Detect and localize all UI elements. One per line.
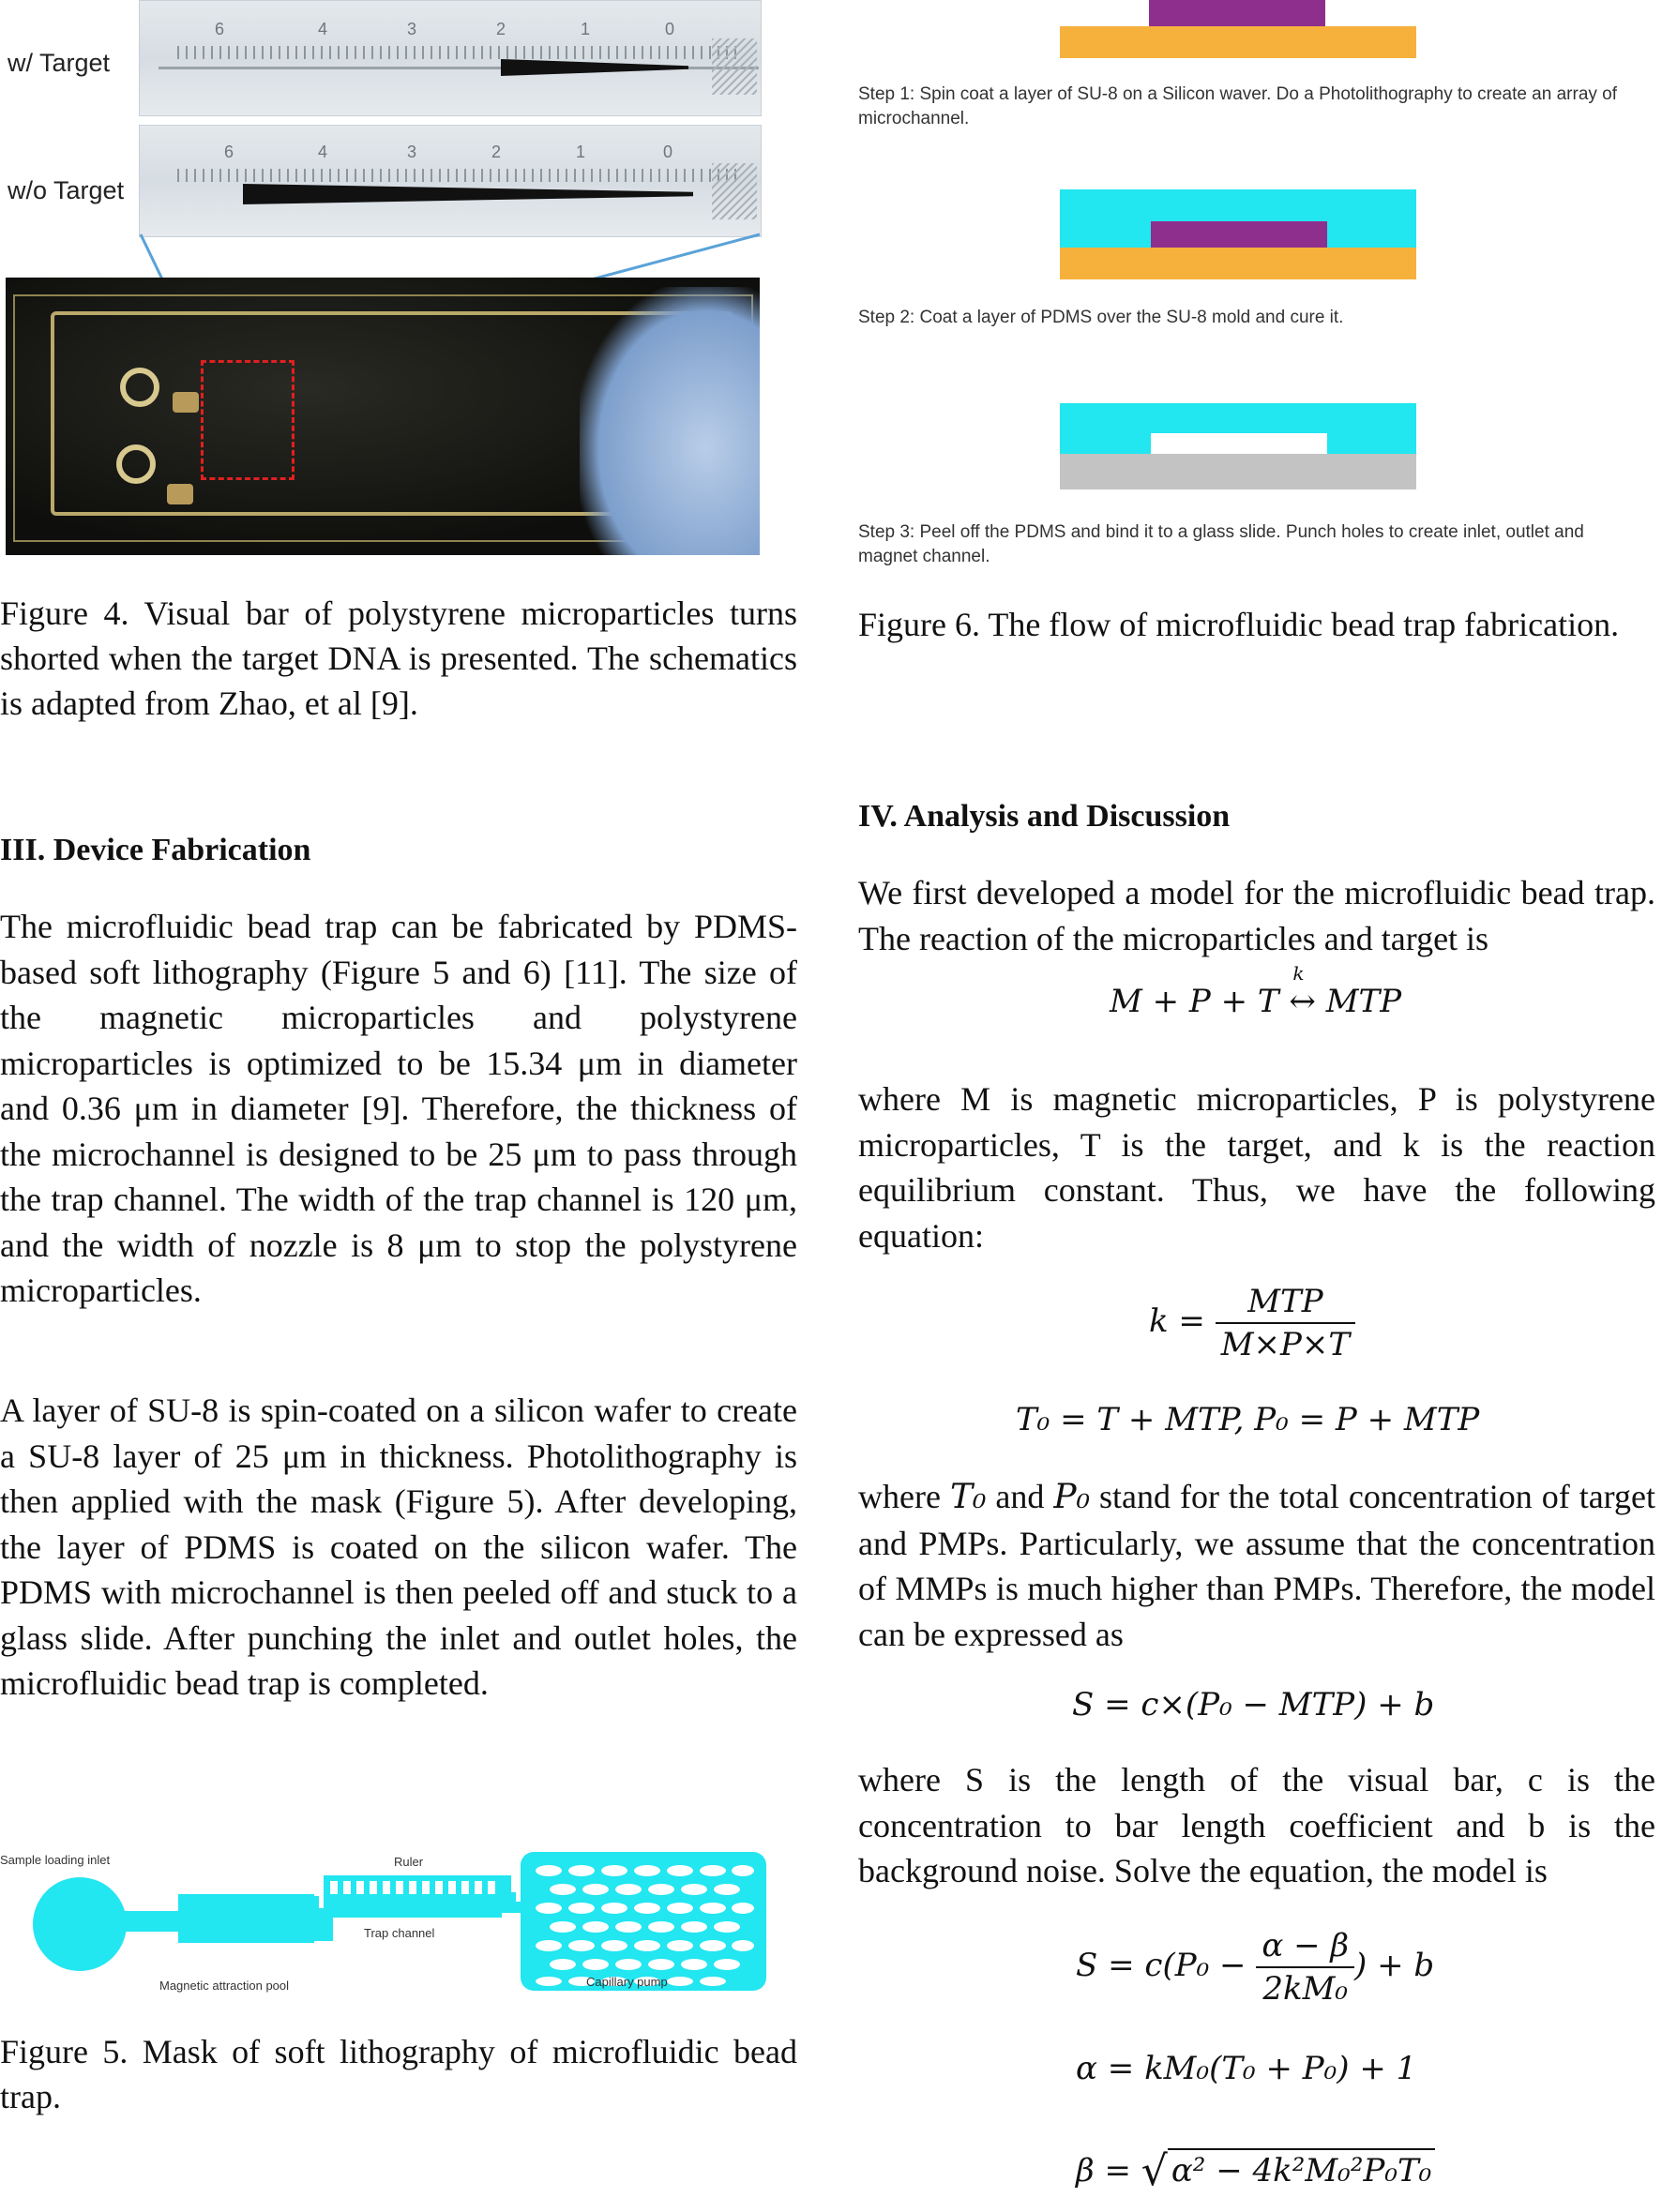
ruler-number: 1 — [581, 20, 591, 38]
silicon-wafer — [1060, 26, 1416, 58]
label-trap-channel: Trap channel — [364, 1926, 435, 1940]
section-heading: IV. Analysis and Discussion — [858, 799, 1231, 834]
body-paragraph: where T₀ and P₀ stand for the total concentration of target and PMPs. Particularly, we assume that the concentration of MMPs is much higher than PMPs. Therefore, the model can be expressed as — [858, 1478, 1655, 1653]
ruler-number: 4 — [318, 143, 328, 161]
sqrt-sign: √ — [1141, 2147, 1168, 2195]
ruler-number: 0 — [663, 143, 673, 161]
body-paragraph: where S is the length of the visual bar, c is the concentration to bar length coefficient and b is the background noise. Solve the equation, the model is — [858, 1761, 1655, 1889]
label-ruler: Ruler — [394, 1855, 424, 1869]
outlet-hole — [116, 444, 156, 484]
inlet-hole — [120, 368, 159, 407]
label-capillary-pump: Capillary pump — [586, 1975, 668, 1989]
highlight-region — [201, 360, 295, 480]
ruler-number: 2 — [496, 20, 506, 38]
ruler-number: 3 — [407, 20, 417, 38]
ruler-number: 1 — [576, 143, 586, 161]
reaction-equation: M + P + T k ↔ MTP — [1110, 962, 1402, 1020]
label-magnetic-pool: Magnetic attraction pool — [159, 1979, 290, 1993]
section-heading: III. Device Fabrication — [0, 833, 311, 867]
equilibrium-equation: k = $\frac{\text{MTP}}{M\times P\times T}$ — [1149, 1283, 1355, 1363]
ruler-number: 4 — [318, 20, 328, 38]
figure-6-caption: Figure 6. The flow of microfluidic bead trap fabrication. — [858, 606, 1620, 643]
su8-layer — [1149, 0, 1325, 26]
step-1-text: Step 1: Spin coat a layer of SU-8 on a Silicon waver. Do a Photolithography to create an array of microchannel. — [858, 84, 1618, 128]
ruler-number: 0 — [665, 20, 675, 38]
beta-equation: β = √ α² − 4k²M₀²P₀T₀ — [1076, 2147, 1435, 2195]
ruler-number: 6 — [224, 143, 234, 161]
figure-4-caption: Figure 4. Visual bar of polystyrene microparticles turns shorted when the target DNA is presented. The schematics is adapted from Zhao, et al [9]. — [0, 594, 797, 722]
body-paragraph: The microfluidic bead trap can be fabricated by PDMS-based soft lithography (Figure 5 and 6) [11]. The size of the magnetic microparticles and polystyrene microparticles is optimized to be 15.34 μm in diameter and 0.36 μm in diameter [9]. Therefore, the thickness of the microchannel is designed to be 25 μm to pass through the trap channel. The width of the trap channel is 120 μm, and the width of nozzle is 8 μm to stop the polystyrene microparticles. — [0, 908, 797, 1309]
silicon-wafer — [1060, 248, 1416, 279]
body-paragraph: A layer of SU-8 is spin-coated on a silicon wafer to create a SU-8 layer of 25 μm in thickness. Photolithography is then applied with the mask (Figure 5). After developing, the layer of PDMS is coated on the silicon wafer. The PDMS with microchannel is then peeled off and stuck to a glass slide. After punching the inlet and outlet holes, the microfluidic bead trap is completed. — [0, 1392, 797, 1702]
ruler-number: 2 — [491, 143, 502, 161]
device-photo — [6, 278, 760, 555]
glass-slide — [1060, 454, 1416, 489]
ruler-number: 3 — [407, 143, 417, 161]
su8-mold — [1151, 221, 1327, 248]
label-with-target: w/ Target — [8, 49, 111, 77]
label-without-target: w/o Target — [8, 176, 125, 204]
gloved-hand — [580, 287, 760, 555]
label-sample-inlet: Sample loading inlet — [0, 1853, 111, 1867]
step-2-text: Step 2: Coat a layer of PDMS over the SU-8 mold and cure it. — [858, 308, 1344, 327]
ruler-number: 6 — [215, 20, 225, 38]
body-paragraph: We first developed a model for the microfluidic bead trap. The reaction of the microparticles and target is — [858, 874, 1655, 957]
solved-model-equation: S = c(P₀ − $\frac{\alpha - \beta}{\text{2kM₀}}$ ) + b — [1076, 1927, 1435, 2008]
totals-equation: T₀ = T + MTP, P₀ = P + MTP — [1016, 1401, 1480, 1438]
figure-5-caption: Figure 5. Mask of soft lithography of microfluidic bead trap. — [0, 2033, 797, 2115]
figure-5-mask — [0, 1847, 797, 2007]
step-3-text: Step 3: Peel off the PDMS and bind it to a glass slide. Punch holes to create inlet, outlet and magnet channel. — [858, 522, 1584, 566]
body-paragraph: where M is magnetic microparticles, P is polystyrene microparticles, T is the target, and k is the reaction equilibrium constant. Thus, we have the following equation: — [858, 1080, 1655, 1255]
model-equation: S = c×(P₀ − MTP) + b — [1072, 1686, 1435, 1723]
alpha-equation: α = kM₀(T₀ + P₀) + 1 — [1076, 2050, 1417, 2087]
